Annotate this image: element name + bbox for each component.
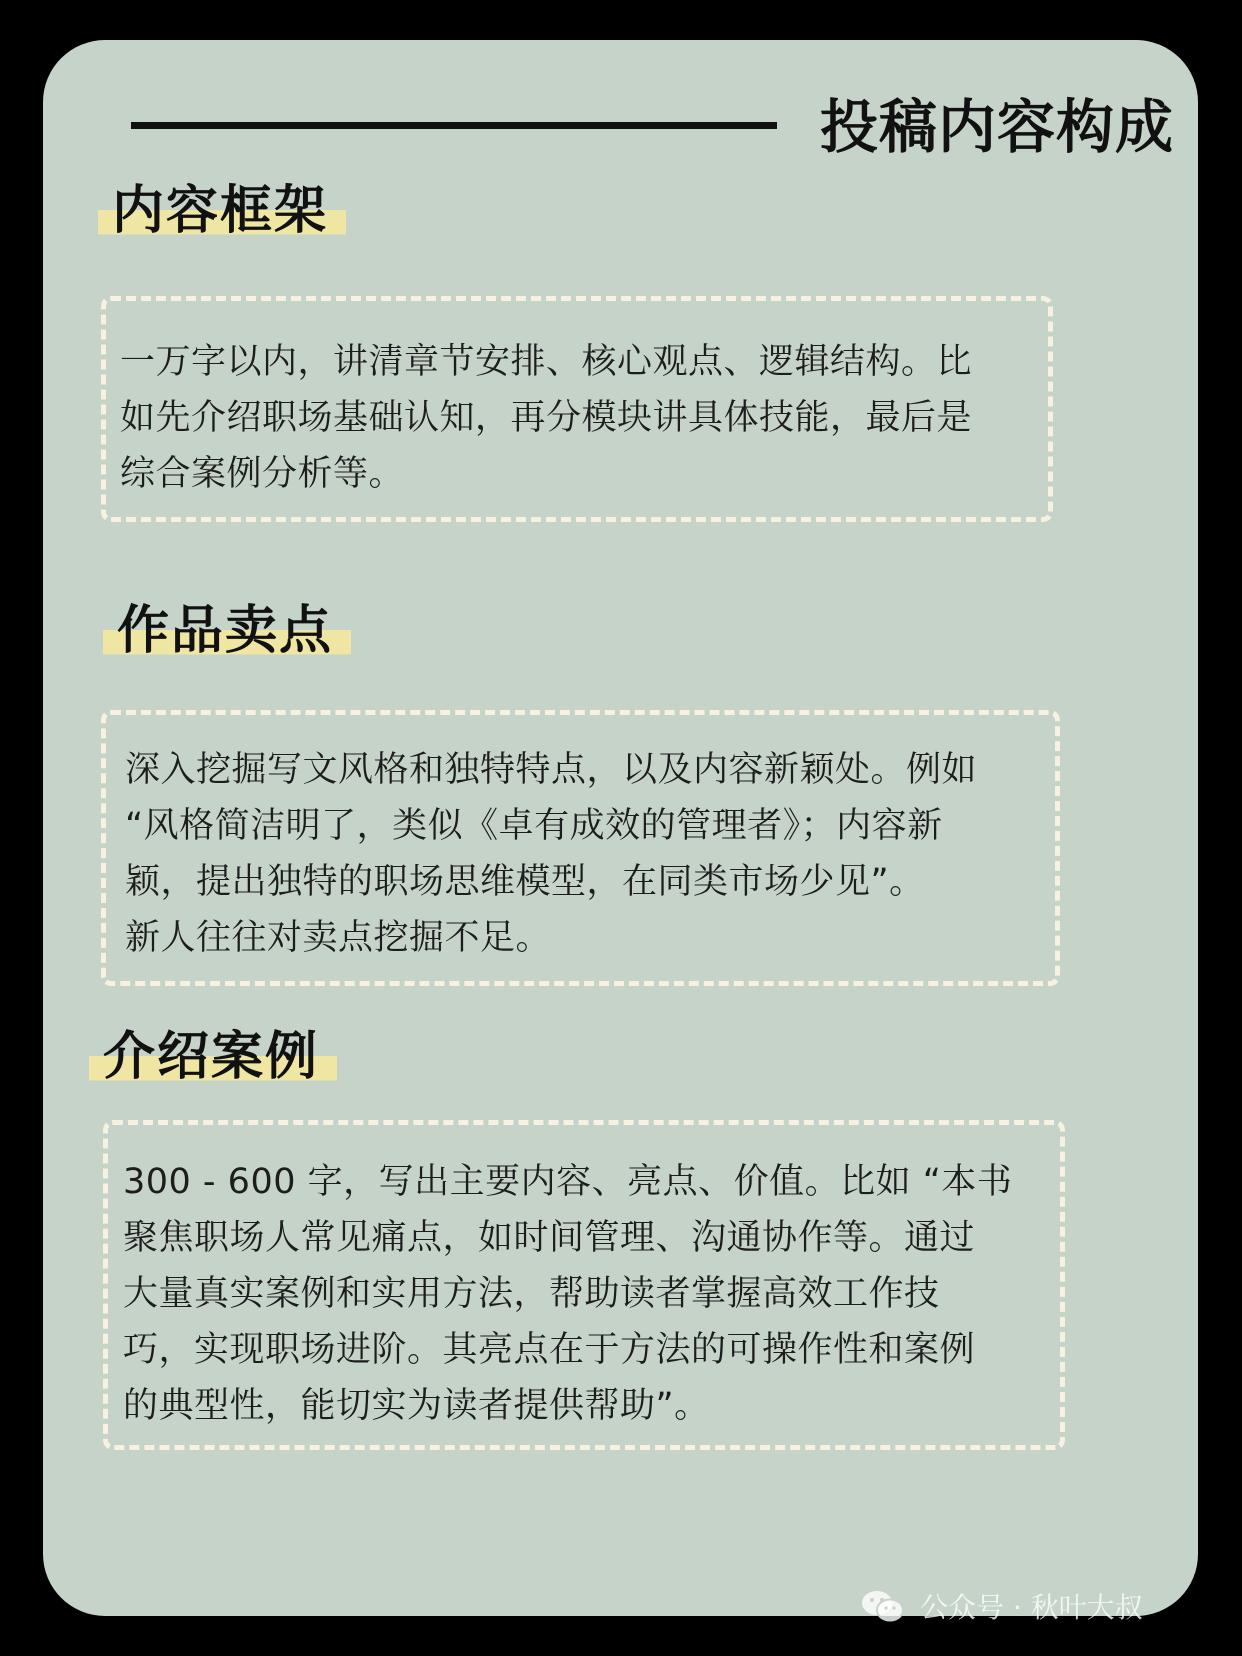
- page-title: 投稿内容构成: [819, 93, 1174, 161]
- intro-case-text: 300 - 600 字，写出主要内容、亮点、价值。比如 “本书 聚焦职场人常见痛点，如时间管理、沟通协作等。通过 大量真实案例和实用方法，帮助读者掌握高效工作技 巧，实现职场进阶。其亮点在于方法的可操作性和案例 的典型性，能切实为读者提供帮助”。: [123, 1162, 1013, 1426]
- section-heading-framework: 内容框架: [98, 180, 346, 242]
- framework-text: 一万字以内，讲清章节安排、核心观点、逻辑结构。比 如先介绍职场基础认知，再分模块讲具体技能，最后是 综合案例分析等。: [120, 342, 973, 494]
- watermark: [860, 1586, 1143, 1626]
- content-card: [43, 40, 1198, 1616]
- watermark-text: 公众号 · 秋叶大叔: [920, 1591, 1143, 1624]
- selling-points-text: 深入挖掘写文风格和独特特点，以及内容新颖处。例如 “风格简洁明了，类似《卓有成效的管理者》；内容新 颖，提出独特的职场思维模型，在同类市场少见”。 新人往往对卖点挖掘不足。: [125, 750, 978, 958]
- section-heading-selling-points: 作品卖点: [103, 600, 351, 662]
- wechat-icon: [860, 1589, 906, 1623]
- section-heading-intro-case: 介绍案例: [89, 1026, 337, 1088]
- title-rule: [131, 122, 777, 129]
